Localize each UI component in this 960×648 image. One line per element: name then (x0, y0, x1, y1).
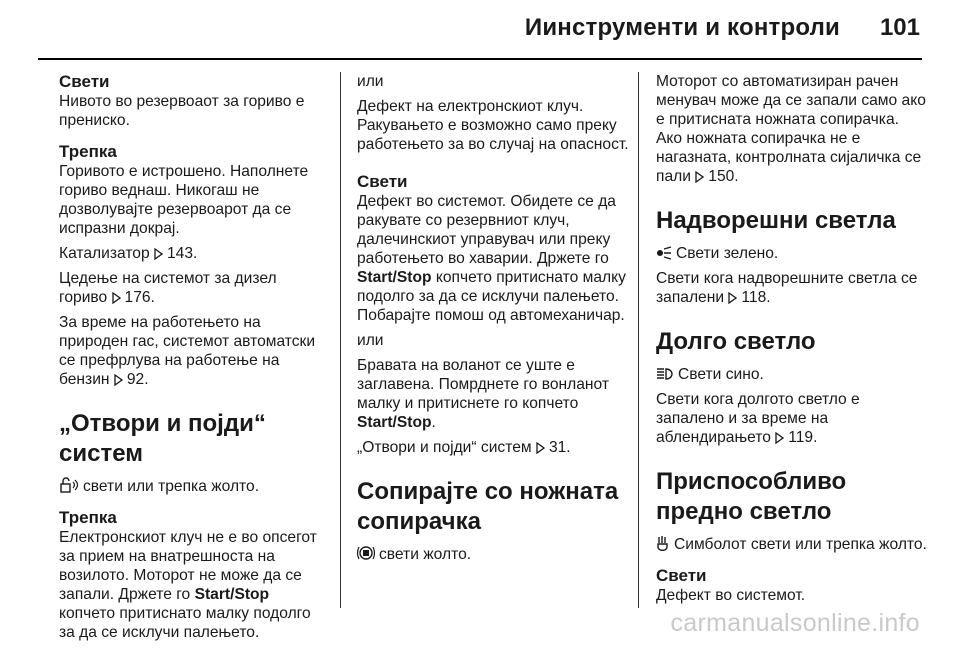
triangle-arrow-icon (775, 432, 784, 444)
column-3 (656, 72, 928, 611)
paragraph: или (357, 332, 384, 349)
paragraph: Горивото е истрошено. Наполнете гориво веднаш. Никогаш не дозволувајте резервоарот да се испразни докрај. (59, 163, 309, 237)
paragraph: свети жолто. (357, 545, 629, 564)
paragraph: Бравата на воланот се уште е заглавена. Помрднете го вонланот малку и притиснете го копчето Start/Stop. (357, 357, 610, 431)
page-reference[interactable]: 143. (167, 245, 198, 262)
paragraph: Цедење на системот за дизел гориво 176. (59, 270, 277, 306)
paragraph: или (357, 73, 384, 90)
brake-pedal-icon (357, 545, 375, 561)
paragraph: За време на работењето на природен гас, системот автоматски се префрлува на работење на бензин 92. (59, 314, 316, 388)
triangle-arrow-icon (112, 292, 121, 304)
column-separator-1 (340, 72, 341, 608)
triangle-arrow-icon (536, 442, 545, 454)
high-beam-icon (656, 367, 674, 381)
keyless-lock-icon (59, 477, 79, 493)
section-heading: Надворешни светла (656, 207, 896, 234)
section-heading: Сопирајте со ножната сопирачка (357, 478, 619, 535)
page-reference[interactable]: 92. (126, 371, 149, 388)
paragraph: Свети кога надворешните светла се запалени 118. (656, 270, 918, 306)
watermark: carmanualsonline.info (670, 609, 920, 637)
triangle-arrow-icon (728, 292, 737, 304)
button-label: Start/Stop (357, 414, 432, 431)
paragraph: Дефект во системот. Обидете се да ракувате со резервниот клуч, далечинскиот управувач или преку работењето во хаварии. Држете го Start/Stop копчето притиснато малку подолго за да се исклучи палењето. Побарајте помош од автомеханичар. (357, 193, 626, 324)
section-heading: Долго светло (656, 328, 816, 355)
paragraph: Свети кога долгото светло е запалено и за време на аблендирањето 119. (656, 391, 860, 446)
exterior-lights-icon (656, 246, 672, 260)
section-heading: Приспособливо предно светло (656, 468, 847, 525)
paragraph: Дефект на електронскиот клуч. Ракувањето е возможно само преку работењето за во случај на опасност. (357, 98, 629, 153)
paragraph: „Отвори и појди“ систем 31. (357, 439, 571, 456)
column-separator-2 (638, 72, 639, 608)
triangle-arrow-icon (154, 248, 163, 260)
subheading: Трепка (59, 142, 117, 161)
paragraph: Електронскиот клуч не е во опсегот за прием на внатрешноста на возилото. Моторот не може да се запали. Држете го Start/Stop копчето притиснато малку подолго за да се исклучи палењето. (59, 529, 317, 641)
page-reference[interactable]: 176. (124, 289, 155, 306)
paragraph: Свети зелено. (656, 244, 928, 263)
paragraph: Симболот свети или трепка жолто. (656, 535, 928, 554)
paragraph: Нивото во резервоаот за гориво е прениско. (59, 93, 305, 129)
page-number: 101 (879, 14, 920, 41)
button-label: Start/Stop (357, 269, 432, 286)
triangle-arrow-icon (695, 171, 704, 183)
paragraph: Моторот со автоматизиран рачен менувач може да се запали само ако е притисната ножната сопирачка. Ако ножната сопирачка не е нагазната, контролната сијаличка се пали 150. (656, 73, 926, 185)
subheading: Свети (59, 72, 110, 91)
section-heading: „Отвори и појди“ систем (59, 410, 266, 467)
page-reference[interactable]: 150. (708, 168, 739, 185)
subheading: Свети (357, 172, 408, 191)
adaptive-headlight-icon (656, 535, 670, 551)
page-reference[interactable]: 119. (788, 429, 818, 446)
paragraph: свети или трепка жолто. (59, 477, 329, 496)
header-rule (38, 58, 922, 60)
subheading: Трепка (59, 508, 117, 527)
page-reference[interactable]: 31. (548, 439, 571, 456)
paragraph: Свети сино. (656, 365, 928, 384)
column-1 (59, 72, 329, 648)
subheading: Свети (656, 566, 707, 585)
column-2 (357, 72, 629, 570)
triangle-arrow-icon (114, 374, 123, 386)
page-reference[interactable]: 118. (741, 289, 771, 306)
page-header-title: Иинструменти и контроли (524, 14, 840, 41)
paragraph: Дефект во системот. (656, 587, 806, 604)
paragraph: Катализатор 143. (59, 245, 198, 262)
button-label: Start/Stop (194, 586, 270, 603)
